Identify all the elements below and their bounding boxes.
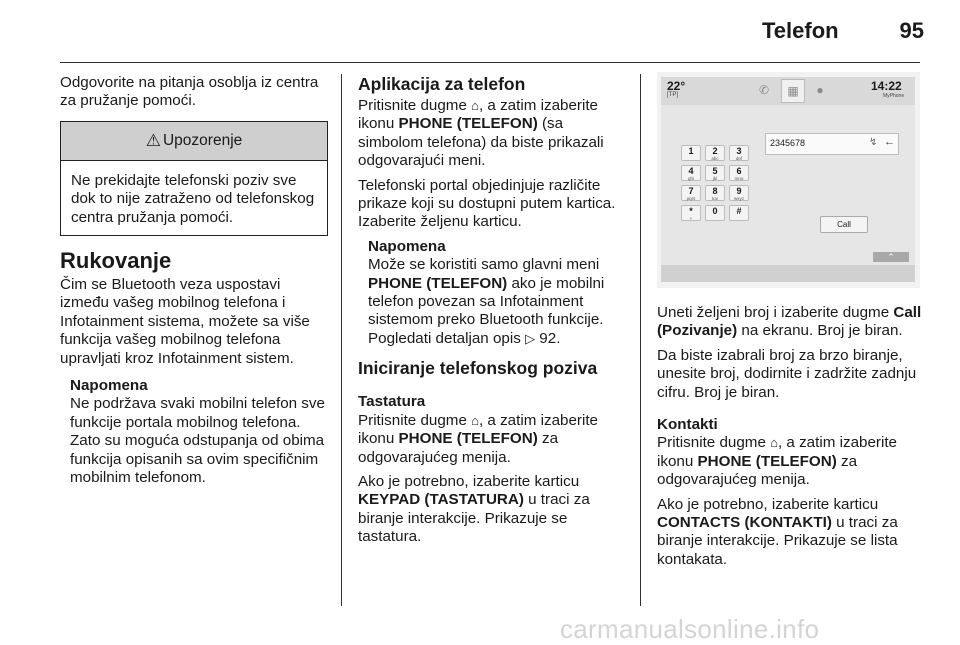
keypad-key-hash: # xyxy=(729,205,749,221)
keypad-tab-icon: ▦ xyxy=(781,79,805,103)
keypad-key-star: * + xyxy=(681,205,701,221)
keypad-key-3: 3 def xyxy=(729,145,749,161)
note-title: Napomena xyxy=(70,377,148,395)
settings-icon: ● xyxy=(816,83,824,97)
subsection-title-tastatura: Tastatura xyxy=(358,393,426,411)
page-header-title: Telefon xyxy=(762,18,839,43)
paragraph-contacts-1: Pritisnite dugme ⌂, a zatim izaberite ikonu PHONE (TELEFON) za odgovarajućeg menija. xyxy=(657,434,898,489)
section-title-iniciranje: Iniciranje telefonskog poziva xyxy=(358,358,598,379)
temperature-readout: 22° xyxy=(667,79,686,93)
column-1 xyxy=(60,74,328,488)
clear-icon: ↯ xyxy=(869,137,878,148)
phone-handset-icon: ✆ xyxy=(758,83,770,97)
column-2 xyxy=(358,74,626,553)
paragraph-speed-dial: Da biste izabrali broj za brzo biranje, unesite broj, dodirnite i zadržite zadnju cifru. Broj je biran. xyxy=(657,346,917,401)
intro-text: Odgovorite na pitanja osoblja iz centra za pružanje pomoći. xyxy=(60,74,319,110)
bottom-bar xyxy=(661,265,915,282)
device-name: MyPhone xyxy=(883,93,905,99)
section-title-aplikacija: Aplikacija za telefon xyxy=(358,74,526,94)
clock: 14:22 xyxy=(871,79,902,93)
tp-indicator: [TP] xyxy=(667,92,679,98)
warning-title: Upozorenje xyxy=(162,131,243,149)
chevron-up-icon: ⌃ xyxy=(873,252,909,262)
home-button-icon: ⌂ xyxy=(770,435,778,451)
phone-keypad-screen xyxy=(661,77,915,282)
backspace-icon: ← xyxy=(884,136,895,148)
header-rule xyxy=(60,62,920,63)
infotainment-screenshot xyxy=(657,72,920,288)
paragraph-contacts-2: Ako je potrebno, izaberite karticu CONTACTS (KONTAKTI) u traci za biranje interakcije. Prikazuje se lista kontakata. xyxy=(657,495,898,568)
number-field xyxy=(765,133,899,155)
warning-box xyxy=(60,121,328,236)
warning-header xyxy=(61,122,327,161)
home-button-icon: ⌂ xyxy=(471,98,479,113)
note-text: Ne podržava svaki mobilni telefon sve funkcije portala mobilnog telefona. Zato su moguća odstupanja od obima funkcija opisanih sa ovim specifičnim mobilnim telefonom. xyxy=(70,395,325,487)
status-bar xyxy=(661,77,915,105)
note-box xyxy=(70,377,328,487)
page-reference-icon: ▷ xyxy=(525,330,536,346)
keypad-key-8: 8 tuv xyxy=(705,185,725,201)
warning-triangle-icon: ⚠ xyxy=(145,130,161,150)
section-title-rukovanje: Rukovanje xyxy=(60,248,172,274)
paragraph-3: Pritisnite dugme ⌂, a zatim izaberite ikonu PHONE (TELEFON) za odgovarajućeg menija. xyxy=(358,411,599,466)
keypad-key-2: 2 abc xyxy=(705,145,725,161)
subsection-title-kontakti: Kontakti xyxy=(657,416,718,434)
note-text: Može se koristiti samo glavni meni PHONE (TELEFON) ako je mobilni telefon povezan sa Infotainment sistemom preko Bluetooth funkcije. Pogledati detaljan opis ▷ 92. xyxy=(368,256,605,347)
section-text: Čim se Bluetooth veza uspostavi između vašeg mobilnog telefona i Infotainment sistema, možete sa više funkcija vašeg mobilnog telefona upravljati kroz Infotainment sistem. xyxy=(60,276,310,367)
keypad-key-7: 7 pqrs xyxy=(681,185,701,201)
watermark: carmanualsonline.info xyxy=(560,614,820,644)
dialed-number: 2345678 xyxy=(770,138,806,148)
paragraph-1: Pritisnite dugme ⌂, a zatim izaberite ikonu PHONE (TELEFON) (sa simbolom telefona) da biste prikazali odgovarajući meni. xyxy=(358,97,604,170)
keypad-key-1: 1 xyxy=(681,145,701,161)
note-box-2 xyxy=(368,238,626,348)
column-3 xyxy=(657,304,925,575)
call-button: Call xyxy=(820,216,868,233)
keypad-key-6: 6 mno xyxy=(729,165,749,181)
keypad-key-9: 9 wxyz xyxy=(729,185,749,201)
paragraph-4: Ako je potrebno, izaberite karticu KEYPAD (TASTATURA) u traci za biranje interakcije. Prikazuje se tastatura. xyxy=(358,472,590,546)
keypad-key-5: 5 jkl xyxy=(705,165,725,181)
keypad-key-4: 4 ghi xyxy=(681,165,701,181)
paragraph-2: Telefonski portal objedinjuje različite prikaze koji su dostupni putem kartica. Izaberite željenu karticu. xyxy=(358,176,616,231)
page-number: 95 xyxy=(899,18,924,43)
note-title: Napomena xyxy=(368,237,446,255)
home-button-icon: ⌂ xyxy=(471,412,479,428)
column-divider-1 xyxy=(341,74,342,606)
keypad-key-0: 0 xyxy=(705,205,725,221)
column-divider-2 xyxy=(640,74,641,606)
warning-body: Ne prekidajte telefonski poziv sve dok to nije zatraženo od telefonskog centra pružanja pomoći. xyxy=(71,171,315,226)
paragraph-call: Uneti željeni broj i izaberite dugme Call (Pozivanje) na ekranu. Broj je biran. xyxy=(657,304,922,340)
